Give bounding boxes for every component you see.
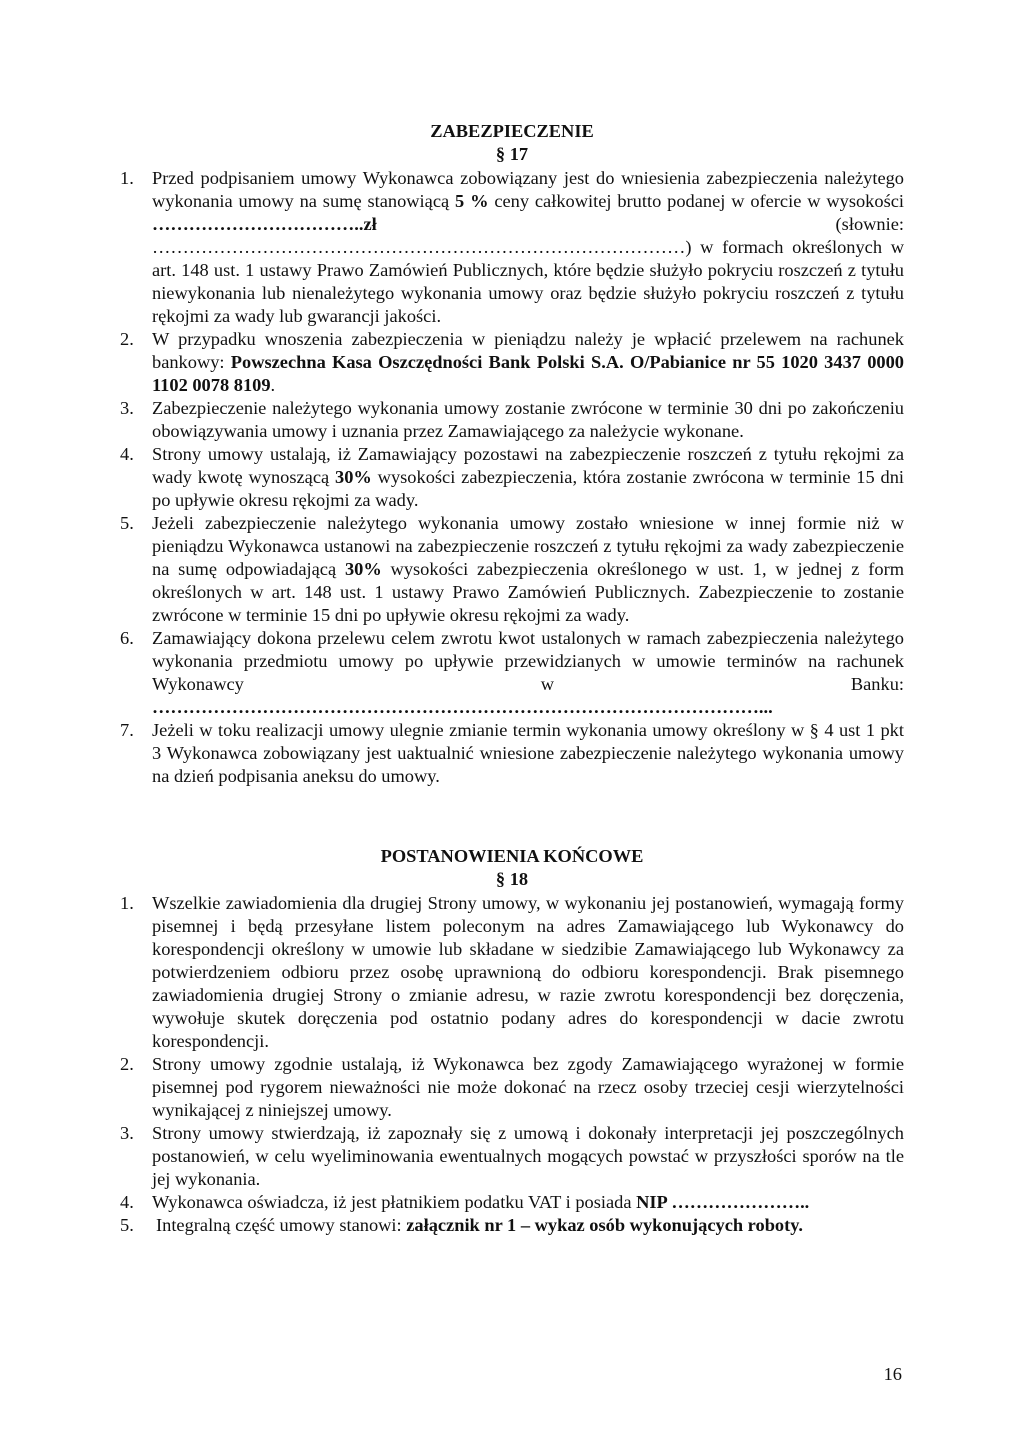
item-number: 4. — [120, 1192, 134, 1212]
list-item — [120, 328, 904, 397]
list-item — [120, 1053, 904, 1122]
item-text: Zabezpieczenie należytego wykonania umowy zostanie zwrócone w terminie 30 dni po zakończeniu obowiązywania umowy i uznania przez Zamawiającego za należycie wykonane. — [152, 398, 904, 441]
bold-run: załącznik nr 1 – wykaz osób wykonujących roboty. — [406, 1215, 804, 1235]
section-17-list — [120, 167, 904, 788]
item-text: Strony umowy stwierdzają, iż zapoznały się z umową i dokonały interpretacji jej poszczególnych postanowień, w celu wyeliminowania ewentualnych mogących powstać w przyszłości sporów na tle jej wykonania. — [152, 1123, 904, 1189]
list-item — [120, 443, 904, 512]
bold-run: NIP ………………….. — [636, 1192, 810, 1212]
text-run: Strony umowy ustalają, iż Zamawiający pozostawi na zabezpieczenie roszczeń z tytułu rękojmi za wady kwotę wynoszącą — [152, 444, 904, 487]
bold-run: ………………………………………………………………………………………... — [152, 697, 773, 717]
item-number: 2. — [120, 329, 134, 349]
item-number: 1. — [120, 168, 134, 188]
section-17-title: ZABEZPIECZENIE — [430, 121, 594, 141]
bold-run: Powszechna Kasa Oszczędności Bank Polski S.A. O/Pabianice nr 55 1020 3437 0000 1102 0078 8109 — [152, 352, 904, 395]
text-run: Integralną część umowy stanowi: — [156, 1215, 407, 1235]
item-number: 5. — [120, 1215, 134, 1235]
text-run: ceny całkowitej brutto podanej w ofercie w wysokości — [488, 191, 905, 211]
item-text — [152, 512, 904, 627]
item-number: 7. — [120, 720, 134, 740]
bold-run: 30% — [335, 467, 372, 487]
item-number: 2. — [120, 1054, 134, 1074]
list-item — [120, 892, 904, 1053]
list-item — [120, 512, 904, 627]
text-run: W przypadku wnoszenia zabezpieczenia w pieniądzu należy je wpłacić przelewem na rachunek bankowy: — [152, 329, 904, 372]
section-17-paragraph: § 17 — [495, 144, 529, 164]
list-item — [120, 167, 904, 328]
list-item — [120, 397, 904, 443]
item-text — [152, 1214, 904, 1237]
text-run: Przed podpisaniem umowy Wykonawca zobowiązany jest do wniesienia zabezpieczenia należytego wykonania umowy na sumę stanowiącą — [152, 168, 904, 211]
item-text: Jeżeli w toku realizacji umowy ulegnie zmianie termin wykonania umowy określony w § 4 ust 1 pkt 3 Wykonawca zobowiązany jest uaktualnić wniesione zabezpieczenie należytego wykonania umowy na dzień podpisania aneksu do umowy. — [152, 720, 904, 786]
item-text: Strony umowy zgodnie ustalają, iż Wykonawca bez zgody Zamawiającego wyrażonej w formie pisemnej pod rygorem nieważności nie może dokonać na rzecz osoby trzeciej cesji wierzytelności wynikającej z niniejszej umowy. — [152, 1054, 904, 1120]
item-number: 3. — [120, 1123, 134, 1143]
section-18-list — [120, 892, 904, 1237]
list-item — [120, 1191, 904, 1214]
item-number: 1. — [120, 893, 134, 913]
text-run: (słownie: ……………………………………………………………………………) w formach określonych w art. 148 ust. 1 ustawy Prawo Zamówień Publicznych, które będzie służyło pokryciu roszczeń z tytułu niewykonania lub nienależytego wykonania umowy oraz będzie służyło pokryciu roszczeń z tytułu rękojmi za wady lub gwarancji jakości. — [152, 214, 904, 326]
text-run: Zamawiający dokona przelewu celem zwrotu kwot ustalonych w ramach zabezpieczenia należytego wykonania przedmiotu umowy po upływie przewidzianych w umowie terminów na rachunek Wykonawcy w Banku: — [152, 628, 904, 694]
list-item — [120, 719, 904, 788]
list-item — [120, 1214, 904, 1237]
item-text — [152, 1191, 904, 1214]
section-spacer — [120, 788, 904, 845]
text-run: . — [270, 375, 276, 395]
text-run: wysokości zabezpieczenia określonego w ust. 1, w jednej z form określonych w art. 148 ust. 1 ustawy Prawo Zamówień Publicznych. Zabezpieczenie to zostanie zwrócone w terminie 15 dni po upływie okresu rękojmi za wady. — [152, 559, 904, 625]
bold-run: ……………………………..zł — [152, 214, 377, 234]
section-18-title: POSTANOWIENIA KOŃCOWE — [380, 846, 644, 866]
item-text — [152, 443, 904, 512]
bold-run: 30% — [344, 559, 382, 579]
list-item — [120, 1122, 904, 1191]
item-number: 6. — [120, 628, 134, 648]
text-run: Wykonawca oświadcza, iż jest płatnikiem podatku VAT i posiada — [152, 1192, 637, 1212]
bold-run: 5 % — [455, 191, 489, 211]
item-text: Wszelkie zawiadomienia dla drugiej Strony umowy, w wykonaniu jej postanowień, wymagają formy pisemnej i będą przesyłane listem poleconym na adres Zamawiającego lub Wykonawcy do korespondencji określony w umowie lub składane w siedzibie Zamawiającego lub Wykonawcy za potwierdzeniem odbioru przez osobę uprawnioną do odbioru korespondencji. Brak pisemnego zawiadomienia drugiej Strony o zmianie adresu, w razie zwrotu korespondencji bez doręczenia, wywołuje skutek doręczenia pod ostatnio podany adres do korespondencji w dacie zwrotu korespondencji. — [152, 893, 904, 1051]
text-run: wysokości zabezpieczenia, która zostanie zwrócona w terminie 15 dni po upływie okresu rękojmi za wady. — [152, 467, 904, 510]
document-page — [120, 120, 904, 1237]
text-run: Jeżeli zabezpieczenie należytego wykonania umowy zostało wniesione w innej formie niż w pieniądzu Wykonawca ustanowi na zabezpieczenie roszczeń z tytułu rękojmi za wady zabezpieczenie na sumę odpowiadającą — [152, 513, 904, 579]
item-text — [152, 167, 904, 328]
item-number: 3. — [120, 398, 134, 418]
item-number: 4. — [120, 444, 134, 464]
list-item — [120, 627, 904, 719]
section-18-paragraph: § 18 — [495, 869, 529, 889]
item-text — [152, 627, 904, 719]
item-number: 5. — [120, 513, 134, 533]
page-number: 16 — [883, 1364, 902, 1384]
item-text — [152, 328, 904, 397]
